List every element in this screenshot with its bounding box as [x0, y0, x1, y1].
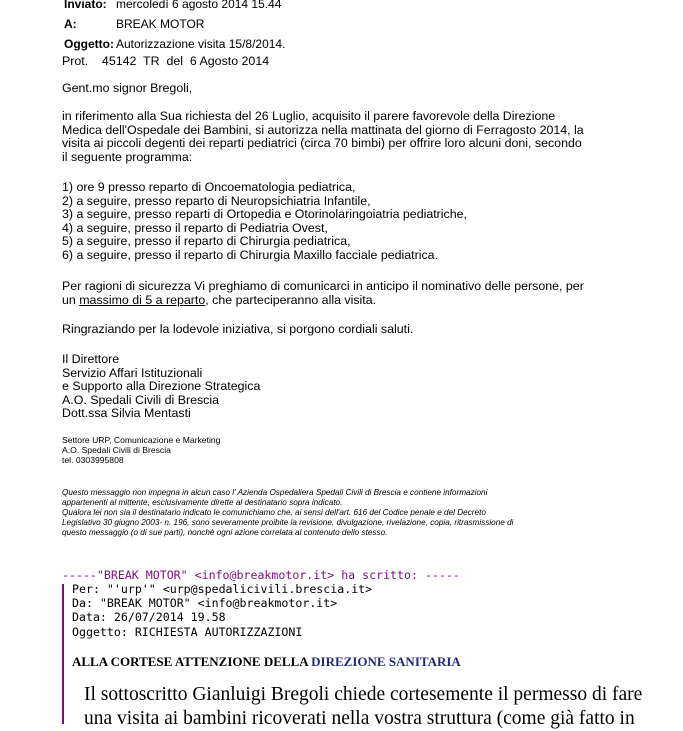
attention-highlight: DIREZIONE SANITARIA	[311, 654, 461, 669]
text-line: in riferimento alla Sua richiesta del 26 Luglio, acquisito il parere favorevole della Direzione	[62, 109, 556, 123]
quoted-body-line: Il sottoscritto Gianluigi Bregoli chiede cortesemente il permesso di fare	[84, 684, 643, 705]
signature-line: Il Direttore	[62, 352, 120, 366]
quote-bar	[62, 584, 64, 724]
disclaimer-line: Qualora lei non sia il destinatario indicato le comunichiamo che, ai sensi dell'art. 616 del Codice penale e del Decreto	[62, 508, 486, 517]
underlined-limit: massimo di 5 a reparto	[79, 292, 206, 307]
attention-text: ALLA CORTESE ATTENZIONE DELLA	[72, 654, 312, 669]
disclaimer-line: appartenenti al mittente, esclusivamente dirette al destinatario sopra indicato.	[62, 498, 343, 507]
text-line: Medica dell'Ospedale dei Bambini, si autorizza nella mattinata del giorno di Ferragosto 2014, la	[62, 122, 584, 137]
closing-line: Ringraziando per la lodevole iniziativa, si porgono cordiali saluti.	[62, 322, 414, 336]
quoted-data: Data: 26/07/2014 19.58	[72, 610, 226, 625]
list-item: 2) a seguire, presso reparto di Neuropsichiatria Infantile,	[62, 193, 371, 208]
signature-line: Dott.ssa Silvia Mentasti	[62, 406, 191, 421]
text-line: visita ai piccoli degenti dei reparti pediatrici (circa 70 bimbi) per offrire loro alcuni doni, secondo	[62, 136, 582, 151]
text-line: Per ragioni di sicurezza Vi preghiamo di comunicarci in anticipo il nominativo delle persone, per	[62, 279, 584, 293]
list-item: 5) a seguire, presso il reparto di Chirurgia pediatrica,	[62, 234, 351, 249]
to-value: BREAK MOTOR	[116, 17, 205, 31]
list-item: 6) a seguire, presso il reparto di Chirurgia Maxillo facciale pediatrica.	[62, 247, 439, 262]
salutation: Gent.mo signor Bregoli,	[62, 81, 193, 95]
quoted-headers	[72, 582, 372, 639]
disclaimer-line: Legislativo 30 giugno 2003- n. 196, sono severamente proibite la revisione, divulgazione, rivelazione, copia, ritrasmissione di	[62, 518, 514, 527]
text-fragment: , che parteciperanno alla visita.	[205, 292, 377, 307]
quoted-intro: -----"BREAK MOTOR" <info@breakmotor.it> ha scritto: -----	[62, 568, 460, 582]
intro-paragraph	[62, 110, 584, 164]
text-line	[62, 294, 584, 308]
quoted-oggetto: Oggetto: RICHIESTA AUTORIZZAZIONI	[72, 624, 303, 639]
subject-value: Autorizzazione visita 15/8/2014.	[116, 37, 286, 51]
program-list	[62, 181, 467, 263]
attention-heading	[72, 654, 461, 670]
sent-label: Inviato:	[64, 0, 107, 11]
disclaimer-line: questo messaggio (o di sue parti), nonchè ogni azione correlata al contenuto dello stesso.	[62, 528, 388, 537]
quoted-da: Da: "BREAK MOTOR" <info@breakmotor.it>	[72, 596, 338, 611]
text-fragment: un	[62, 292, 80, 307]
disclaimer-line: Questo messaggio non impegna in alcun caso l' Azienda Ospedaliera Spedali Civili di Brescia e contiene informazioni	[62, 488, 488, 497]
text-line: il seguente programma:	[62, 149, 193, 164]
signature-block	[62, 353, 260, 421]
subject-label: Oggetto:	[64, 37, 114, 51]
signature-line: Servizio Affari Istituzionali	[62, 365, 203, 380]
security-paragraph	[62, 280, 584, 307]
sent-value: mercoledì 6 agosto 2014 15.44	[116, 0, 282, 11]
quoted-per: Per: "'urp'" <urp@spedalicivili.brescia.it>	[72, 582, 373, 596]
list-item: 3) a seguire, presso reparti di Ortopedia e Otorinolaringoiatria pediatriche,	[62, 207, 467, 222]
signature-line: A.O. Spedali Civili di Brescia	[62, 392, 220, 407]
list-item: 1) ore 9 presso reparto di Oncoematologia pediatrica,	[62, 180, 356, 194]
office-line: tel. 0303995808	[62, 455, 124, 465]
quoted-body	[84, 683, 642, 731]
signature-line: e Supporto alla Direzione Strategica	[62, 379, 261, 394]
to-label: A:	[64, 17, 77, 31]
list-item: 4) a seguire, presso il reparto di Pediatria Ovest,	[62, 220, 328, 235]
office-line: Settore URP, Comunicazione e Marketing	[62, 435, 221, 445]
protocol-number: Prot. 45142 TR del 6 Agosto 2014	[62, 54, 270, 68]
quoted-body-line: una visita ai bambini ricoverati nella vostra struttura (come già fatto in	[84, 708, 635, 729]
office-block	[62, 435, 220, 465]
office-line: A.O. Spedali Civili di Brescia	[62, 445, 171, 455]
disclaimer	[62, 488, 513, 538]
